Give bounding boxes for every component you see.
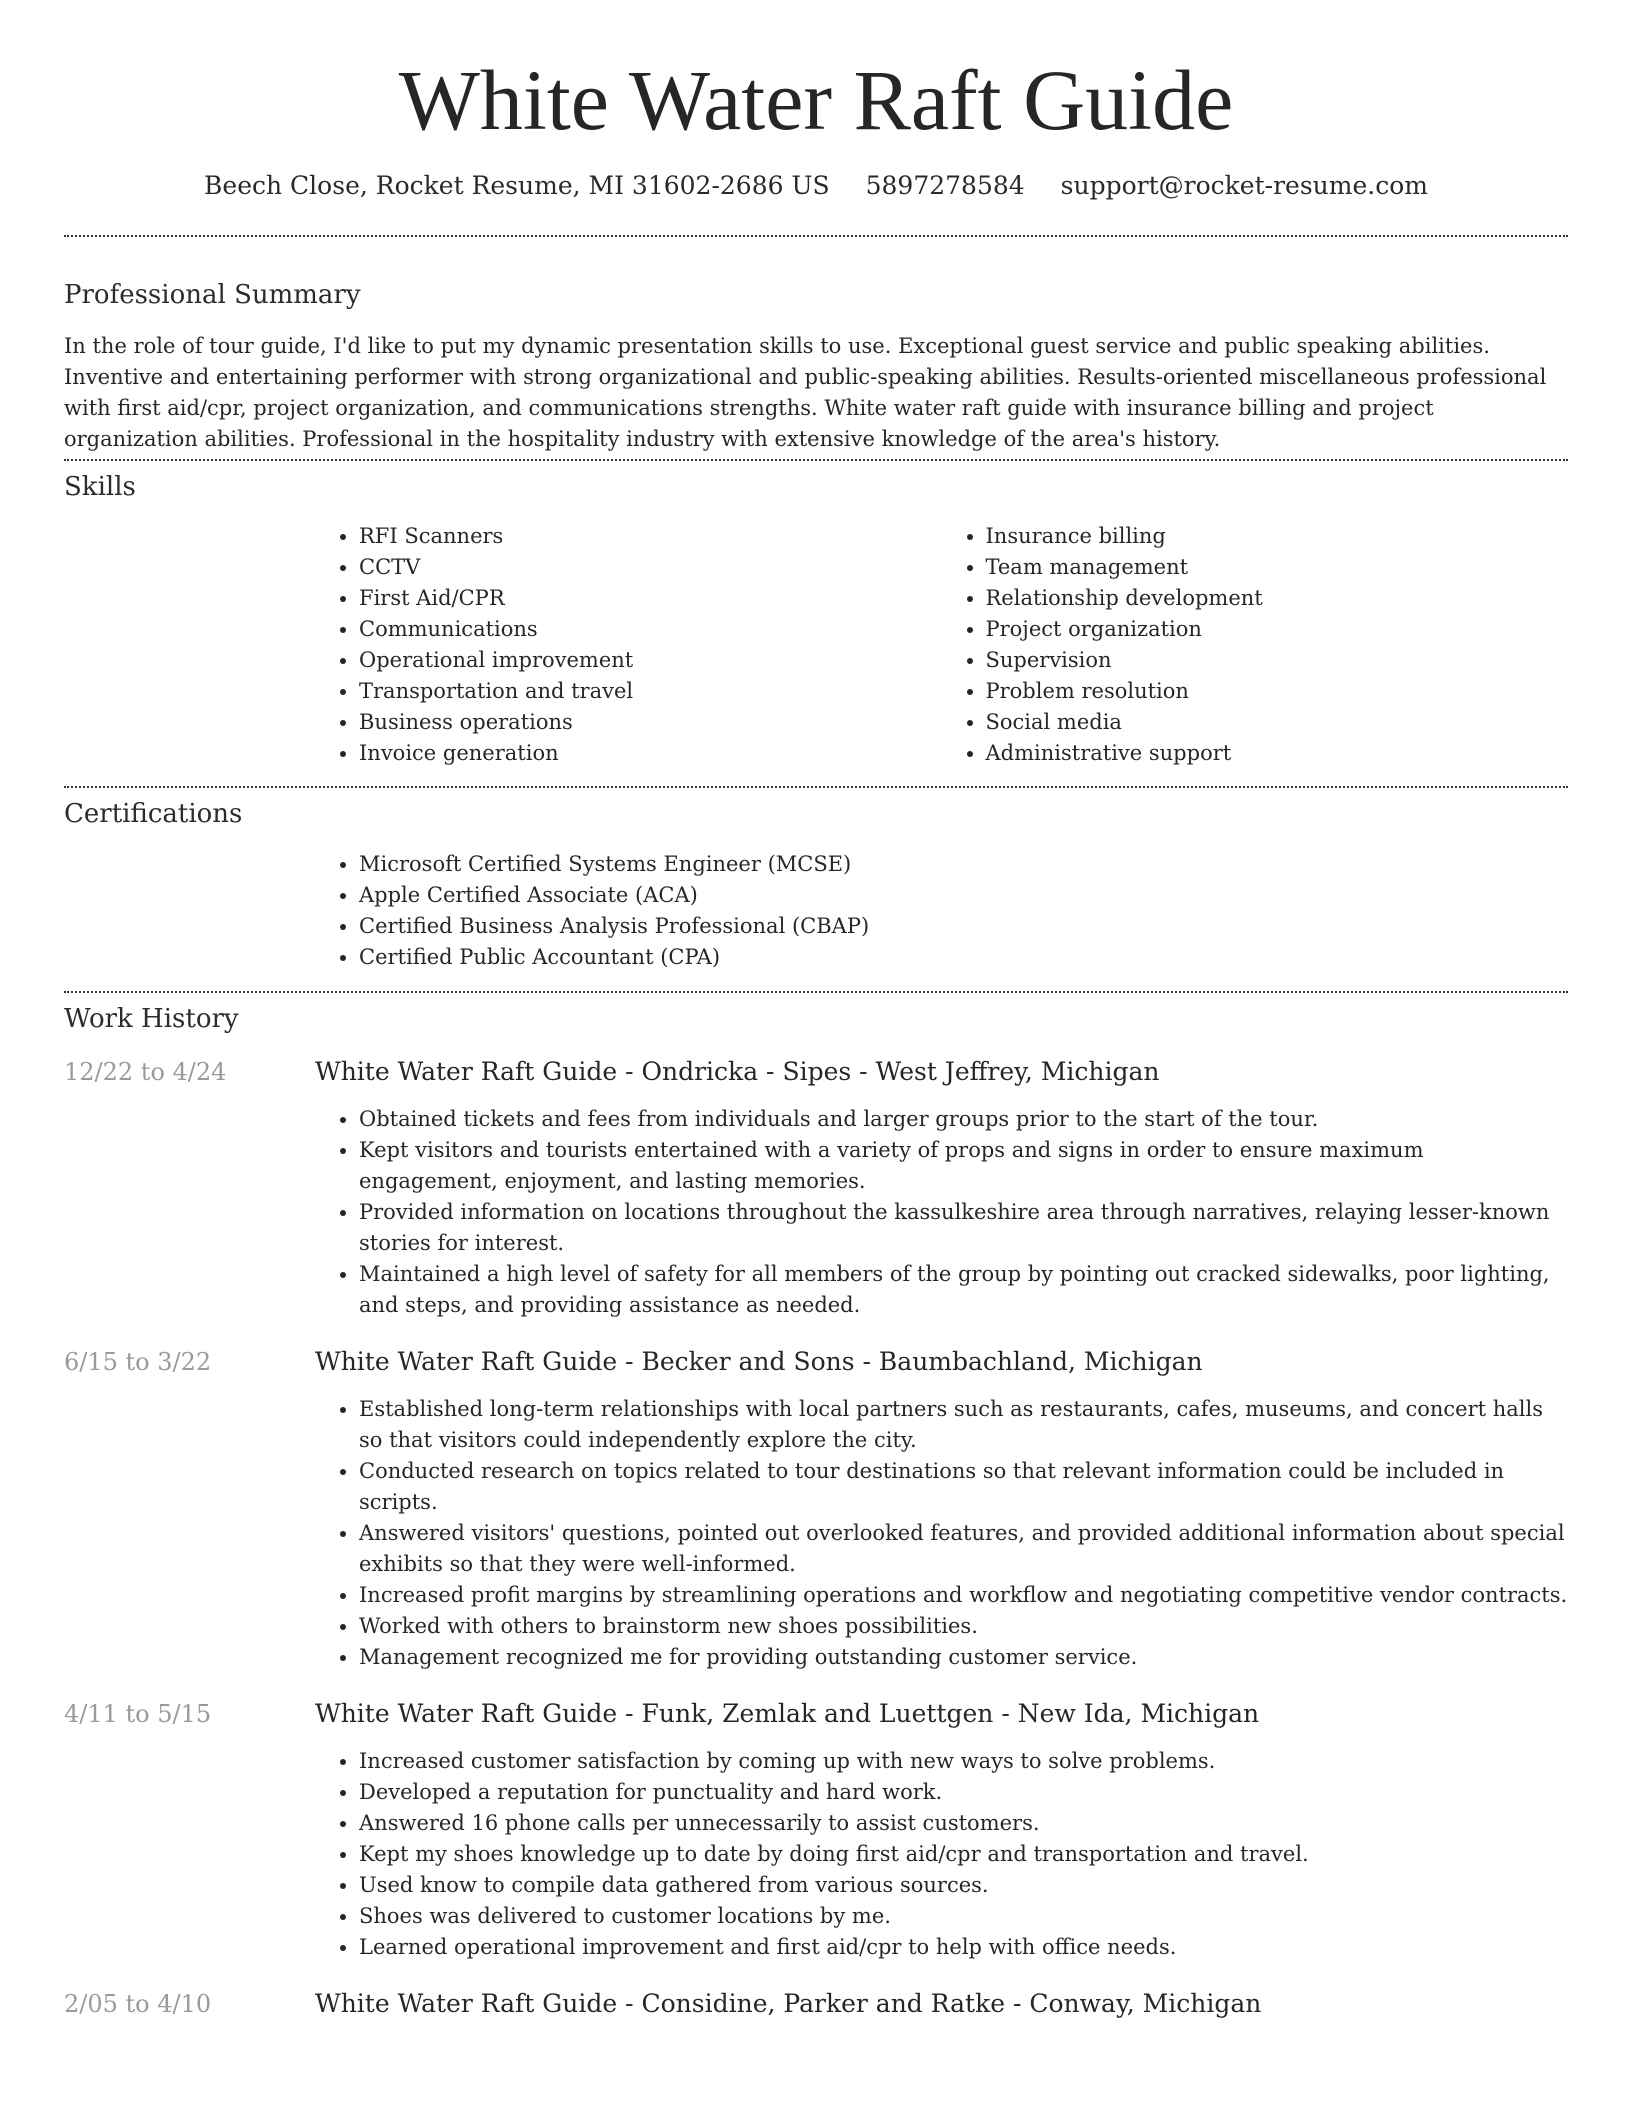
job-dates: 2/05 to 4/10	[64, 1989, 212, 2018]
list-item: • Project organization	[986, 614, 1569, 645]
list-item: • Apple Certified Associate (ACA)	[359, 880, 1568, 911]
list-item: • Relationship development	[986, 583, 1569, 614]
job-dates: 4/11 to 5/15	[64, 1699, 212, 1728]
list-item: • RFI Scanners	[359, 521, 942, 552]
list-item: • Communications	[359, 614, 942, 645]
summary-title: Professional Summary	[64, 280, 361, 310]
job-entry	[64, 1699, 1568, 1963]
list-item: • Answered 16 phone calls per unnecessarily to assist customers.	[359, 1808, 1568, 1839]
list-item: • Certified Business Analysis Professional (CBAP)	[359, 911, 1568, 942]
summary-text: In the role of tour guide, I'd like to put my dynamic presentation skills to use. Exceptional guest service and public speaking abilities. Inventive and entertaining performer with strong organizational and public-speaking abilities. Results-oriented miscellaneous professional with first aid/cpr, project organization, and communications strengths. White water raft guide with insurance billing and project organization abilities. Professional in the hospitality industry with extensive knowledge of the area's history.	[64, 334, 1547, 452]
list-item: • Obtained tickets and fees from individuals and larger groups prior to the start of the tour.	[359, 1104, 1568, 1135]
list-item: • Administrative support	[986, 738, 1569, 769]
job-title: White Water Raft Guide - Funk, Zemlak and Luettgen - New Ida, Michigan	[315, 1698, 1260, 1728]
section-divider	[64, 235, 1568, 237]
job-header	[64, 1347, 1568, 1376]
list-item: • Insurance billing	[986, 521, 1569, 552]
job-bullets	[315, 1104, 1568, 1321]
job-entry	[64, 1989, 1568, 2018]
list-item: • Kept visitors and tourists entertained with a variety of props and signs in order to ensure maximum engagement, enjoyment, and lasting memories.	[359, 1135, 1568, 1197]
job-title: White Water Raft Guide - Becker and Sons - Baumbachland, Michigan	[315, 1346, 1203, 1376]
skills-list	[315, 521, 1568, 769]
list-item: • Problem resolution	[986, 676, 1569, 707]
list-item: • Provided information on locations throughout the kassulkeshire area through narratives, relaying lesser-known stories for interest.	[359, 1197, 1568, 1259]
skills-title: Skills	[64, 472, 136, 503]
job-title: White Water Raft Guide - Considine, Parker and Ratke - Conway, Michigan	[315, 1988, 1262, 2018]
list-item: • Increased customer satisfaction by coming up with new ways to solve problems.	[359, 1746, 1568, 1777]
list-item: • First Aid/CPR	[359, 583, 942, 614]
job-bullets	[315, 1746, 1568, 1963]
list-item: • Learned operational improvement and first aid/cpr to help with office needs.	[359, 1932, 1568, 1963]
list-item: • Worked with others to brainstorm new shoes possibilities.	[359, 1611, 1568, 1642]
contact-line	[64, 171, 1568, 201]
list-item: • Team management	[986, 552, 1569, 583]
candidate-name: White Water Raft Guide	[398, 52, 1234, 148]
job-entry	[64, 1347, 1568, 1673]
phone: 5897278584	[865, 171, 1025, 200]
job-header	[64, 1699, 1568, 1728]
job-header	[64, 1057, 1568, 1086]
job-dates: 12/22 to 4/24	[64, 1057, 227, 1086]
list-item: • Kept my shoes knowledge up to date by doing first aid/cpr and transportation and travel.	[359, 1839, 1568, 1870]
job-entry	[64, 1057, 1568, 1321]
list-item: • Business operations	[359, 707, 942, 738]
skills-right-column	[942, 521, 1569, 769]
email: support@rocket-resume.com	[1060, 171, 1428, 200]
section-divider	[64, 459, 1568, 461]
list-item: • Shoes was delivered to customer locations by me.	[359, 1901, 1568, 1932]
list-item: • Used know to compile data gathered from various sources.	[359, 1870, 1568, 1901]
list-item: • Established long-term relationships with local partners such as restaurants, cafes, museums, and concert halls so that visitors could independently explore the city.	[359, 1394, 1568, 1456]
list-item: • CCTV	[359, 552, 942, 583]
skills-left-column	[315, 521, 942, 769]
job-header	[64, 1989, 1568, 2018]
job-bullets	[315, 1394, 1568, 1673]
list-item: • Transportation and travel	[359, 676, 942, 707]
list-item: • Operational improvement	[359, 645, 942, 676]
work-history-title: Work History	[64, 1003, 239, 1034]
job-title: White Water Raft Guide - Ondricka - Sipes - West Jeffrey, Michigan	[315, 1056, 1160, 1086]
list-item: • Answered visitors' questions, pointed out overlooked features, and provided additional information about special exhibits so that they were well-informed.	[359, 1518, 1568, 1580]
certifications-list	[315, 849, 1568, 973]
job-dates: 6/15 to 3/22	[64, 1347, 212, 1376]
address: Beech Close, Rocket Resume, MI 31602-2686 US	[204, 171, 830, 200]
list-item: • Management recognized me for providing outstanding customer service.	[359, 1642, 1568, 1673]
list-item: • Invoice generation	[359, 738, 942, 769]
certifications-title: Certifications	[64, 799, 243, 830]
list-item: • Certified Public Accountant (CPA)	[359, 942, 1568, 973]
list-item: • Maintained a high level of safety for all members of the group by pointing out cracked sidewalks, poor lighting, and steps, and providing assistance as needed.	[359, 1259, 1568, 1321]
list-item: • Microsoft Certified Systems Engineer (MCSE)	[359, 849, 1568, 880]
list-item: • Increased profit margins by streamlining operations and workflow and negotiating competitive vendor contracts.	[359, 1580, 1568, 1611]
section-divider	[64, 786, 1568, 788]
list-item: • Developed a reputation for punctuality and hard work.	[359, 1777, 1568, 1808]
list-item: • Supervision	[986, 645, 1569, 676]
list-item: • Social media	[986, 707, 1569, 738]
list-item: • Conducted research on topics related to tour destinations so that relevant information could be included in scripts.	[359, 1456, 1568, 1518]
section-divider	[64, 991, 1568, 993]
